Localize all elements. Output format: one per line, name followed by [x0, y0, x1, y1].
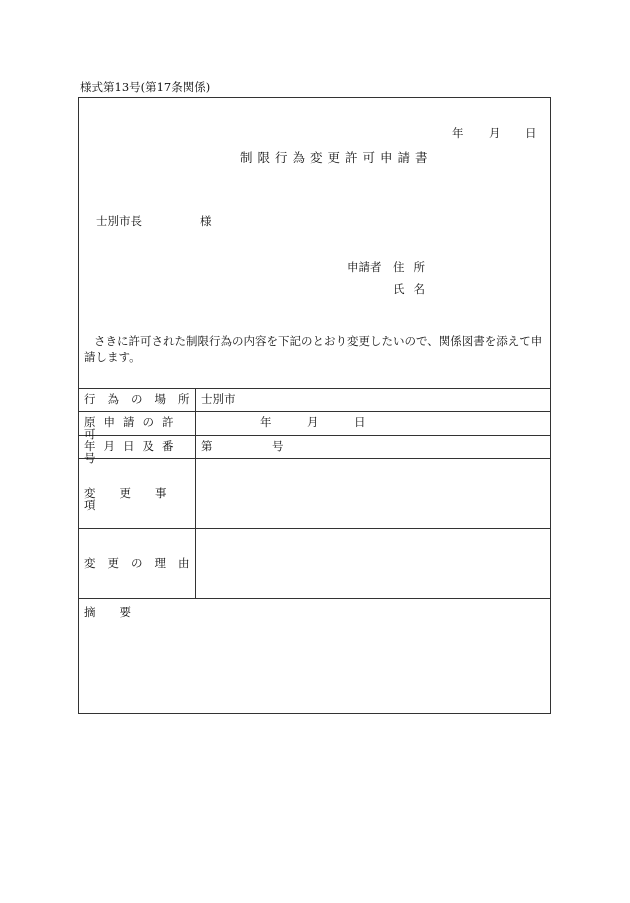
change-reason-label-text: 変更の理由	[84, 556, 202, 570]
permit-day-label: 日	[354, 415, 366, 429]
document-title: 制限行為変更許可申請書	[240, 150, 433, 165]
date-day-label: 日	[525, 126, 537, 140]
date-month-label: 月	[489, 126, 501, 140]
change-reason-label	[84, 556, 202, 570]
permit-year-label: 年	[260, 415, 272, 429]
row-divider	[78, 598, 551, 599]
place-label	[84, 392, 202, 406]
table-top-rule	[78, 388, 551, 389]
permit-label-line2	[84, 441, 190, 464]
place-label-text: 行為の場所	[84, 392, 202, 406]
date-year-label: 年	[452, 126, 464, 140]
permit-label-text-1: 原申請の許可	[84, 415, 182, 441]
row-divider	[78, 528, 551, 529]
permit-label-text-2: 年月日及番号	[84, 439, 182, 465]
form-label: 様式第13号(第17条関係)	[80, 80, 211, 94]
permit-month-label: 月	[307, 415, 319, 429]
addressee: 士別市長	[96, 214, 142, 228]
request-statement: さきに許可された制限行為の内容を下記のとおり変更したいので、関係図書を添えて申請します。	[84, 334, 543, 364]
honorific: 様	[200, 214, 212, 228]
summary-label: 摘要	[84, 605, 155, 619]
applicant-label: 申請者	[347, 260, 382, 274]
change-items-label	[84, 488, 190, 511]
change-items-label-text: 変更事項	[84, 486, 191, 512]
permit-number-suffix: 号	[272, 439, 284, 453]
permit-label-line1	[84, 417, 190, 440]
name-label: 氏名	[393, 282, 434, 296]
address-label: 住所	[393, 260, 434, 274]
place-value: 士別市	[201, 392, 236, 406]
row-divider	[78, 411, 551, 412]
permit-number-prefix: 第	[201, 439, 213, 453]
